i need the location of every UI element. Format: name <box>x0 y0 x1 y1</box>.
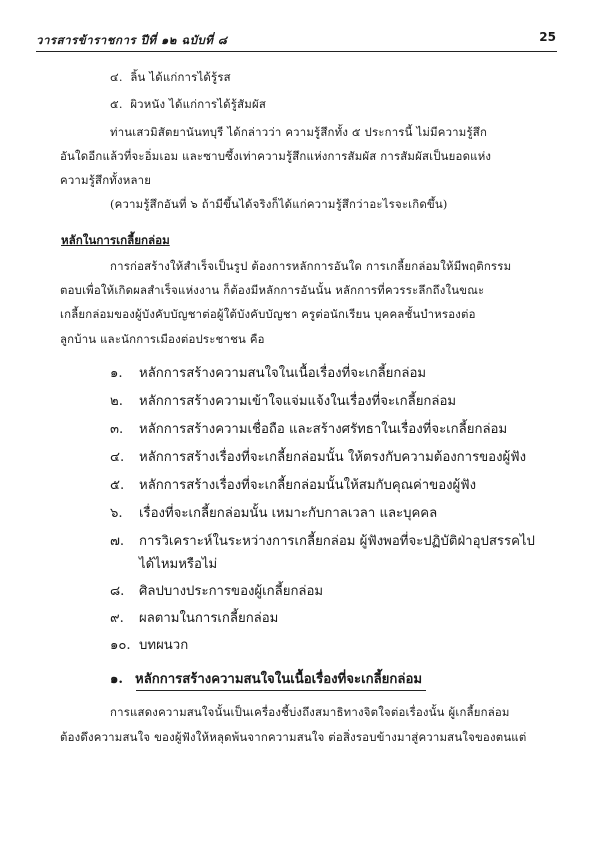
principle-item <box>110 502 437 523</box>
principle-item <box>110 580 323 601</box>
section-title: หลักในการเกลี้ยกล่อม <box>61 233 170 247</box>
principle-text: หลักการสร้างเรื่องที่จะเกลี้ยกล่อมนั้นให้สมกับคุณค่าของผู้ฟัง <box>139 478 477 493</box>
principle-number: ๙. <box>110 611 124 626</box>
list-text: ลิ้น ได้แก่การได้รู้รส <box>130 70 231 84</box>
paragraph-line: อันใดอีกแล้วที่จะอิ่มเอม และซาบซึ้งเท่าความรู้สึกแห่งการสัมผัส การสัมผัสเป็นยอดแห่ง <box>60 149 492 163</box>
principle-number: ๗. <box>110 534 125 549</box>
page-number: 25 <box>539 30 556 44</box>
paragraph-line: ต้องดึงความสนใจ ของผู้ฟังให้หลุดพ้นจากความสนใจ ต่อสิ่งรอบข้างมาสู่ความสนใจของตนแต่ <box>60 730 527 744</box>
paragraph-line: เกลี้ยกล่อมของผู้บังคับบัญชาต่อผู้ใต้บังคับบัญชา ครูต่อนักเรียน บุคคลชั้นบำหรองต่อ <box>60 307 476 321</box>
list-number: ๔. <box>110 70 123 84</box>
principle-number: ๖. <box>110 506 123 521</box>
subsection-underline <box>136 690 426 691</box>
principle-item <box>110 634 188 655</box>
principle-item <box>110 390 456 411</box>
principle-item <box>110 362 426 383</box>
page-header <box>36 30 556 50</box>
principle-text: หลักการสร้างความสนใจในเนื้อเรื่องที่จะเกลี้ยกล่อม <box>139 366 427 381</box>
principle-number: ๑๐. <box>110 638 131 653</box>
principle-text: หลักการสร้างเรื่องที่จะเกลี้ยกล่อมนั้น ให้ตรงกับความต้องการของผู้ฟัง <box>139 450 527 465</box>
principle-text: ศิลปบางประการของผู้เกลี้ยกล่อม <box>139 584 324 599</box>
principle-text: เรื่องที่จะเกลี้ยกล่อมนั้น เหมาะกับกาลเวลา และบุคคล <box>139 506 438 521</box>
principle-text: ผลตามในการเกลี้ยกล่อม <box>139 611 279 626</box>
paragraph-line: การก่อสร้างให้สำเร็จเป็นรูป ต้องการหลักการอันใด การเกลี้ยกล่อมให้มีพฤติกรรม <box>110 259 512 273</box>
principle-number: ๓. <box>110 422 124 437</box>
principle-number: ๑. <box>110 366 123 381</box>
list-item <box>110 96 266 114</box>
paragraph-line: การแสดงความสนใจนั้นเป็นเครื่องชี้บ่งถึงสมาธิทางจิตใจต่อเรื่องนั้น ผู้เกลี้ยกล่อม <box>110 705 510 719</box>
principle-number: ๔. <box>110 450 125 465</box>
principle-item <box>110 530 535 551</box>
subsection-number: ๑. <box>110 672 123 687</box>
subsection-title: หลักการสร้างความสนใจในเนื้อเรื่องที่จะเกลี้ยกล่อม <box>135 672 423 687</box>
paragraph-line: ท่านเสวมิสัตยานันทบุรี ได้กล่าวว่า ความรู้สึกทั้ง ๕ ประการนี้ ไม่มีความรู้สึก <box>110 125 488 139</box>
list-item <box>110 69 231 87</box>
principle-number: ๒. <box>110 394 123 409</box>
paragraph-line: ตอบเพื่อให้เกิดผลสำเร็จแห่งงาน ก็ต้องมีหลักการอันนั้น หลักการที่ควรระลึกถึงในขณะ <box>60 283 485 297</box>
list-text: ผิวหนัง ได้แก่การได้รู้สัมผัส <box>130 97 266 111</box>
principle-number: ๘. <box>110 584 125 599</box>
list-number: ๕. <box>110 97 123 111</box>
principle-text: หลักการสร้างความเชื่อถือ และสร้างศรัทธาในเรื่องที่จะเกลี้ยกล่อม <box>139 422 508 437</box>
journal-title: วารสารข้าราชการ ปีที่ ๑๒ ฉบับที่ ๘ <box>36 33 228 47</box>
principle-continuation: ได้ไหมหรือไม่ <box>139 557 218 572</box>
subsection-heading <box>110 668 422 689</box>
principle-number: ๕. <box>110 478 125 493</box>
principle-item <box>110 607 278 628</box>
paragraph-line: ความรู้สึกทั้งหลาย <box>60 173 152 187</box>
principle-text: การวิเคราะห์ในระหว่างการเกลี้ยกล่อม ผู้ฟังพอที่จะปฏิบัติฝ่าอุปสรรคไป <box>139 534 535 549</box>
principle-text: บทผนวก <box>139 638 189 653</box>
paragraph-line: ลูกบ้าน และนักการเมืองต่อประชาชน คือ <box>60 332 265 346</box>
principle-item <box>110 474 476 495</box>
principle-text: หลักการสร้างความเข้าใจแจ่มแจ้งในเรื่องที่จะเกลี้ยกล่อม <box>139 394 457 409</box>
principle-item <box>110 446 526 467</box>
note-line: (ความรู้สึกอันที่ ๖ ถ้ามีขึ้นได้จริงก็ได้แก่ความรู้สึกว่าอะไรจะเกิดขึ้น) <box>110 197 448 211</box>
header-rule <box>36 51 557 52</box>
principle-item <box>110 418 507 439</box>
